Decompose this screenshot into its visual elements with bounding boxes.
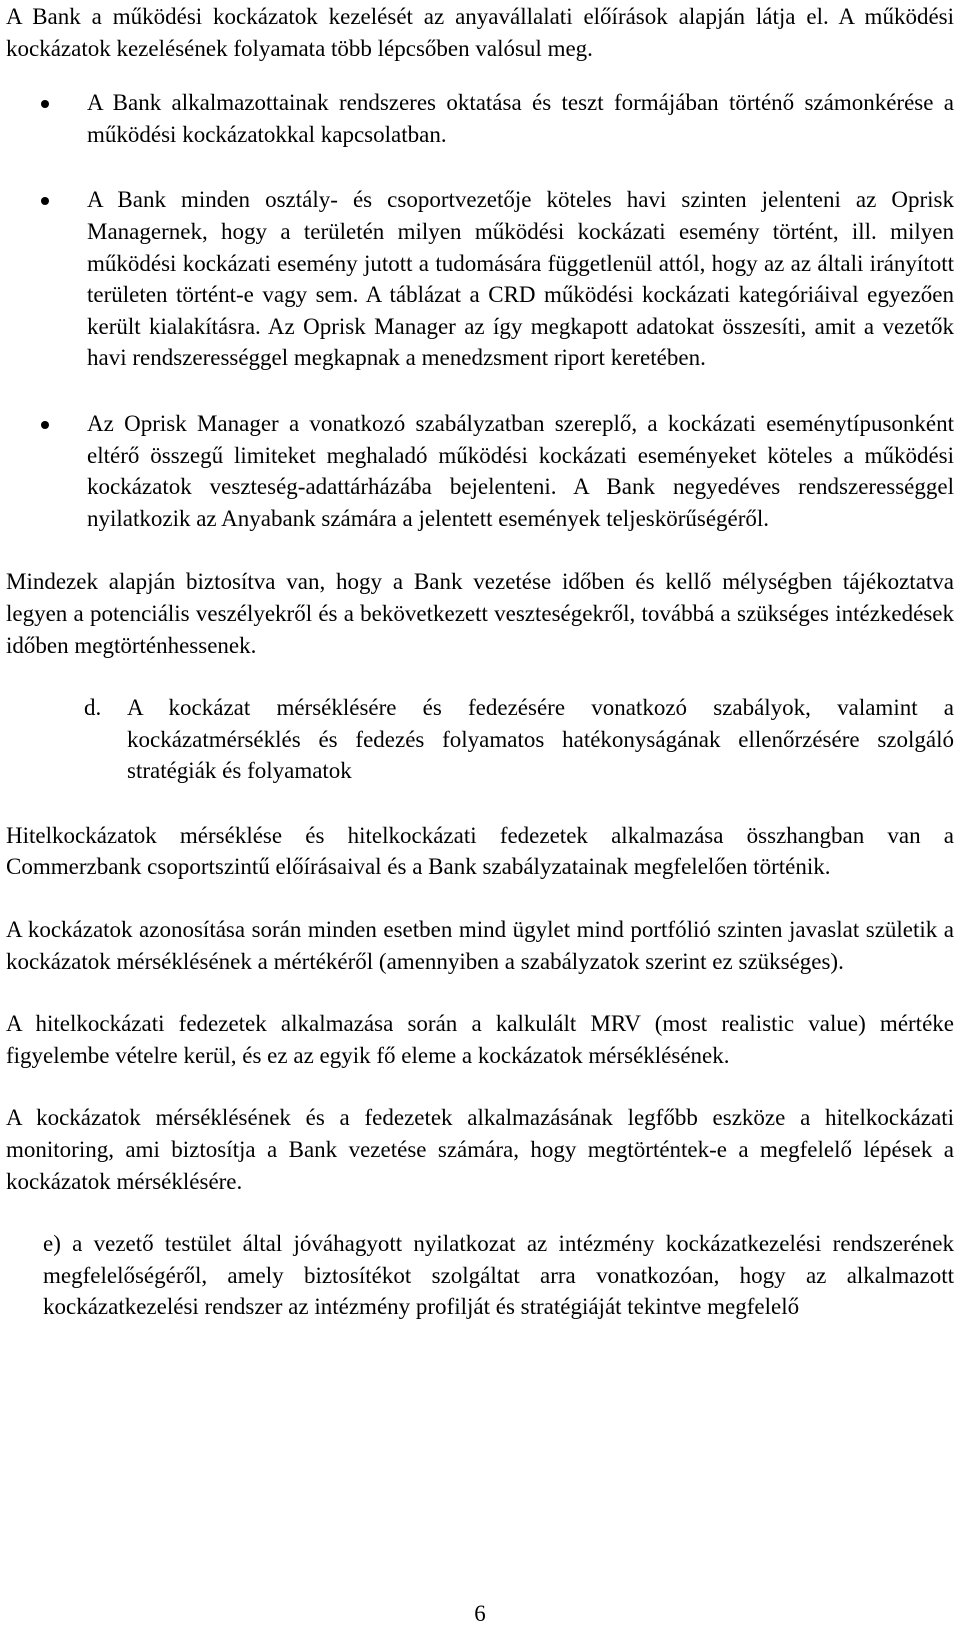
bullet-text: Az Oprisk Manager a vonatkozó szabályzatban szereplő, a kockázati eseménytípusonként eltérő összegű limiteket meghaladó működési kockázati eseményeket köteles a működési kockázatok veszteség-adattárházába bejelenteni. A Bank negyedéves rendszerességgel nyilatkozik az Anyabank számára a jelentett események teljeskörűségéről. — [87, 410, 954, 531]
summary-paragraph: Mindezek alapján biztosítva van, hogy a Bank vezetése időben és kellő mélységben tájékoztatva legyen a potenciális veszélyekről és a bekövetkezett veszteségekről, továbbá a szükséges intézkedések időben megtörténhessenek. — [6, 569, 954, 658]
bullet-icon — [41, 100, 49, 108]
body-paragraph: A kockázatok mérséklésének és a fedezetek alkalmazásának legfőbb eszköze a hitelkockázati monitoring, ami biztosítja a Bank vezetése számára, hogy megtörténtek-e a megfelelő lépések a kockázatok mérséklésére. — [6, 1105, 954, 1194]
bullet-text: A Bank minden osztály- és csoportvezetője köteles havi szinten jelenteni az Oprisk Managernek, hogy a területén milyen működési kockázati esemény történt, ill. milyen működési kockázati esemény jutott a tudomására függetlenül attól, hogy az az általi irányított területen történt-e vagy sem. A táblázat a CRD működési kockázati kategóriáival egyezően került kialakításra. Az Oprisk Manager az így megkapott adatokat összesíti, amit a vezetők havi rendszerességgel megkapnak a menedzsment riport keretében. — [87, 187, 954, 371]
body-paragraph: Hitelkockázatok mérséklése és hitelkockázati fedezetek alkalmazása összhangban van a Commerzbank csoportszintű előírásaival és a Bank szabályzatainak megfelelően történik. — [6, 822, 954, 880]
bullet-icon — [41, 421, 49, 429]
bullet-item — [6, 184, 954, 374]
bullet-item — [6, 408, 954, 534]
page-number: 6 — [474, 1601, 486, 1626]
bullet-item — [6, 87, 954, 150]
section-d-marker: d. — [84, 695, 102, 721]
intro-paragraph: A Bank a működési kockázatok kezelését az anyavállalati előírások alapján látja el. A működési kockázatok kezelésének folyamata több lépcsőben valósul meg. — [6, 4, 954, 61]
bullet-icon — [41, 197, 49, 205]
body-paragraph: A hitelkockázati fedezetek alkalmazása során a kalkulált MRV (most realistic value) mértéke figyelembe vételre kerül, és ez az egyik fő eleme a kockázatok mérséklésének. — [6, 1011, 954, 1068]
bullet-text: A Bank alkalmazottainak rendszeres oktatása és teszt formájában történő számonkérése a működési kockázatokkal kapcsolatban. — [87, 90, 954, 147]
body-paragraph: A kockázatok azonosítása során minden esetben mind ügylet mind portfólió szinten javaslat születik a kockázatok mérséklésének a mértékéről (amennyiben a szabályzatok szerint ez szükséges). — [6, 917, 954, 974]
section-d-heading — [6, 692, 954, 787]
section-d-text: A kockázat mérséklésére és fedezésére vonatkozó szabályok, valamint a kockázatmérséklés és fedezés folyamatos hatékonyságának ellenőrzésére szolgáló stratégiák és folyamatok — [127, 695, 954, 784]
document-page — [6, 0, 954, 1323]
section-e-heading: e) a vezető testület által jóváhagyott nyilatkozat az intézmény kockázatkezelési rendszerének megfelelőségéről, amely biztosítékot szolgáltat arra vonatkozóan, hogy az alkalmazott kockázatkezelési rendszer az intézmény profilját és stratégiáját tekintve megfelelő — [43, 1231, 954, 1320]
